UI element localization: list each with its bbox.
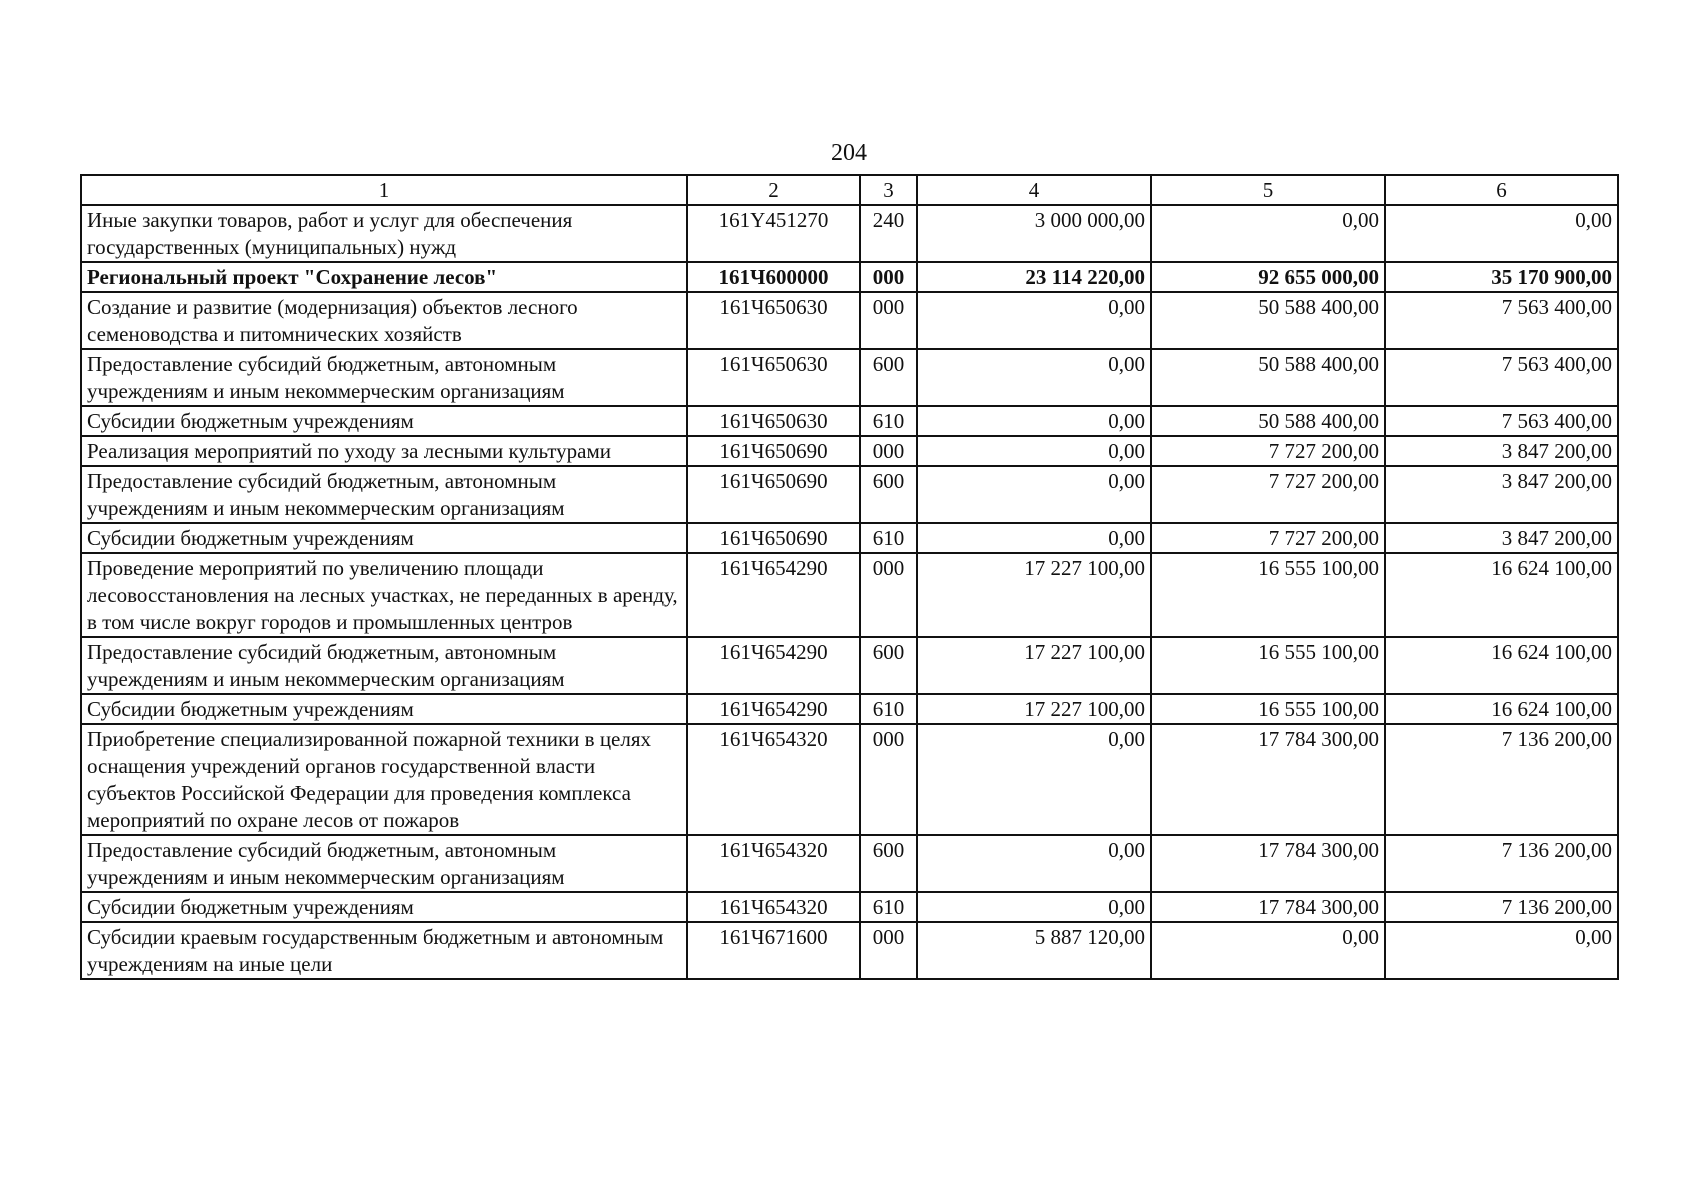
- row-amount-col6: 3 847 200,00: [1385, 466, 1618, 523]
- row-name: Региональный проект "Сохранение лесов": [81, 262, 687, 292]
- row-amount-col5: 16 555 100,00: [1151, 637, 1385, 694]
- row-amount-col6: 7 136 200,00: [1385, 892, 1618, 922]
- table-row: [81, 205, 1618, 262]
- row-expense-type: 000: [860, 436, 917, 466]
- row-amount-col5: 7 727 200,00: [1151, 466, 1385, 523]
- row-amount-col4: 0,00: [917, 724, 1151, 835]
- table-row: [81, 406, 1618, 436]
- row-name: Проведение мероприятий по увеличению площади лесовосстановления на лесных участках, не переданных в аренду, в том числе вокруг городов и промышленных центров: [81, 553, 687, 637]
- row-amount-col6: 7 563 400,00: [1385, 406, 1618, 436]
- row-name: Субсидии бюджетным учреждениям: [81, 523, 687, 553]
- row-name: Субсидии краевым государственным бюджетным и автономным учреждениям на иные цели: [81, 922, 687, 979]
- row-expense-type: 600: [860, 637, 917, 694]
- row-target-code: 161Y451270: [687, 205, 860, 262]
- row-expense-type: 610: [860, 406, 917, 436]
- table-row: [81, 835, 1618, 892]
- row-amount-col5: 17 784 300,00: [1151, 892, 1385, 922]
- row-name: Предоставление субсидий бюджетным, автономным учреждениям и иным некоммерческим организациям: [81, 835, 687, 892]
- table-row: [81, 523, 1618, 553]
- table-row: [81, 553, 1618, 637]
- header-col-1: 1: [81, 175, 687, 205]
- row-amount-col4: 0,00: [917, 835, 1151, 892]
- row-amount-col5: 92 655 000,00: [1151, 262, 1385, 292]
- page-number: 204: [831, 140, 867, 166]
- row-expense-type: 000: [860, 262, 917, 292]
- header-col-5: 5: [1151, 175, 1385, 205]
- row-target-code: 161Ч654320: [687, 724, 860, 835]
- row-amount-col5: 0,00: [1151, 922, 1385, 979]
- row-amount-col5: 0,00: [1151, 205, 1385, 262]
- row-amount-col6: 0,00: [1385, 922, 1618, 979]
- row-target-code: 161Ч654290: [687, 553, 860, 637]
- row-expense-type: 600: [860, 835, 917, 892]
- row-name: Предоставление субсидий бюджетным, автономным учреждениям и иным некоммерческим организациям: [81, 349, 687, 406]
- row-amount-col6: 3 847 200,00: [1385, 523, 1618, 553]
- row-name: Реализация мероприятий по уходу за лесными культурами: [81, 436, 687, 466]
- table-row: [81, 637, 1618, 694]
- row-name: Создание и развитие (модернизация) объектов лесного семеноводства и питомнических хозяйств: [81, 292, 687, 349]
- row-target-code: 161Ч654290: [687, 637, 860, 694]
- row-target-code: 161Ч650690: [687, 466, 860, 523]
- row-name: Предоставление субсидий бюджетным, автономным учреждениям и иным некоммерческим организациям: [81, 637, 687, 694]
- row-expense-type: 610: [860, 892, 917, 922]
- row-amount-col6: 16 624 100,00: [1385, 637, 1618, 694]
- row-amount-col4: 0,00: [917, 466, 1151, 523]
- row-amount-col6: 16 624 100,00: [1385, 694, 1618, 724]
- row-amount-col4: 0,00: [917, 292, 1151, 349]
- header-row: [81, 175, 1618, 205]
- row-amount-col5: 7 727 200,00: [1151, 436, 1385, 466]
- row-expense-type: 000: [860, 553, 917, 637]
- header-col-6: 6: [1385, 175, 1618, 205]
- table-row: [81, 892, 1618, 922]
- row-target-code: 161Ч650630: [687, 349, 860, 406]
- row-amount-col5: 17 784 300,00: [1151, 835, 1385, 892]
- row-target-code: 161Ч654290: [687, 694, 860, 724]
- row-amount-col4: 0,00: [917, 349, 1151, 406]
- row-expense-type: 000: [860, 724, 917, 835]
- table-body: [81, 205, 1618, 979]
- row-target-code: 161Ч650690: [687, 523, 860, 553]
- header-col-3: 3: [860, 175, 917, 205]
- table-row: [81, 922, 1618, 979]
- row-amount-col5: 17 784 300,00: [1151, 724, 1385, 835]
- row-amount-col6: 7 136 200,00: [1385, 724, 1618, 835]
- row-expense-type: 000: [860, 922, 917, 979]
- row-amount-col4: 17 227 100,00: [917, 637, 1151, 694]
- row-amount-col4: 17 227 100,00: [917, 553, 1151, 637]
- row-expense-type: 600: [860, 349, 917, 406]
- row-amount-col4: 0,00: [917, 523, 1151, 553]
- table-row: [81, 436, 1618, 466]
- row-amount-col5: 16 555 100,00: [1151, 553, 1385, 637]
- header-col-2: 2: [687, 175, 860, 205]
- table-row: [81, 292, 1618, 349]
- row-amount-col6: 7 563 400,00: [1385, 292, 1618, 349]
- row-amount-col4: 0,00: [917, 892, 1151, 922]
- row-target-code: 161Ч600000: [687, 262, 860, 292]
- table-row: [81, 466, 1618, 523]
- row-amount-col5: 50 588 400,00: [1151, 292, 1385, 349]
- row-amount-col4: 0,00: [917, 406, 1151, 436]
- row-amount-col4: 0,00: [917, 436, 1151, 466]
- row-target-code: 161Ч650630: [687, 406, 860, 436]
- row-amount-col6: 35 170 900,00: [1385, 262, 1618, 292]
- row-target-code: 161Ч650630: [687, 292, 860, 349]
- row-target-code: 161Ч671600: [687, 922, 860, 979]
- row-name: Иные закупки товаров, работ и услуг для обеспечения государственных (муниципальных) нужд: [81, 205, 687, 262]
- row-amount-col4: 23 114 220,00: [917, 262, 1151, 292]
- budget-table: [80, 174, 1619, 980]
- row-amount-col6: 3 847 200,00: [1385, 436, 1618, 466]
- table-row: [81, 262, 1618, 292]
- row-amount-col6: 16 624 100,00: [1385, 553, 1618, 637]
- row-amount-col5: 7 727 200,00: [1151, 523, 1385, 553]
- table-row: [81, 694, 1618, 724]
- row-expense-type: 610: [860, 523, 917, 553]
- table-row: [81, 724, 1618, 835]
- row-name: Предоставление субсидий бюджетным, автономным учреждениям и иным некоммерческим организациям: [81, 466, 687, 523]
- row-name: Приобретение специализированной пожарной техники в целях оснащения учреждений органов государственной власти субъектов Российской Федерации для проведения комплекса мероприятий по охране лесов от пожаров: [81, 724, 687, 835]
- row-amount-col5: 50 588 400,00: [1151, 349, 1385, 406]
- row-amount-col4: 5 887 120,00: [917, 922, 1151, 979]
- row-name: Субсидии бюджетным учреждениям: [81, 406, 687, 436]
- row-target-code: 161Ч654320: [687, 892, 860, 922]
- row-name: Субсидии бюджетным учреждениям: [81, 694, 687, 724]
- row-target-code: 161Ч650690: [687, 436, 860, 466]
- row-expense-type: 610: [860, 694, 917, 724]
- row-target-code: 161Ч654320: [687, 835, 860, 892]
- header-col-4: 4: [917, 175, 1151, 205]
- row-expense-type: 000: [860, 292, 917, 349]
- row-name: Субсидии бюджетным учреждениям: [81, 892, 687, 922]
- row-amount-col6: 7 563 400,00: [1385, 349, 1618, 406]
- row-amount-col5: 50 588 400,00: [1151, 406, 1385, 436]
- row-amount-col6: 0,00: [1385, 205, 1618, 262]
- row-amount-col4: 17 227 100,00: [917, 694, 1151, 724]
- row-amount-col4: 3 000 000,00: [917, 205, 1151, 262]
- row-amount-col5: 16 555 100,00: [1151, 694, 1385, 724]
- row-amount-col6: 7 136 200,00: [1385, 835, 1618, 892]
- row-expense-type: 240: [860, 205, 917, 262]
- table-row: [81, 349, 1618, 406]
- row-expense-type: 600: [860, 466, 917, 523]
